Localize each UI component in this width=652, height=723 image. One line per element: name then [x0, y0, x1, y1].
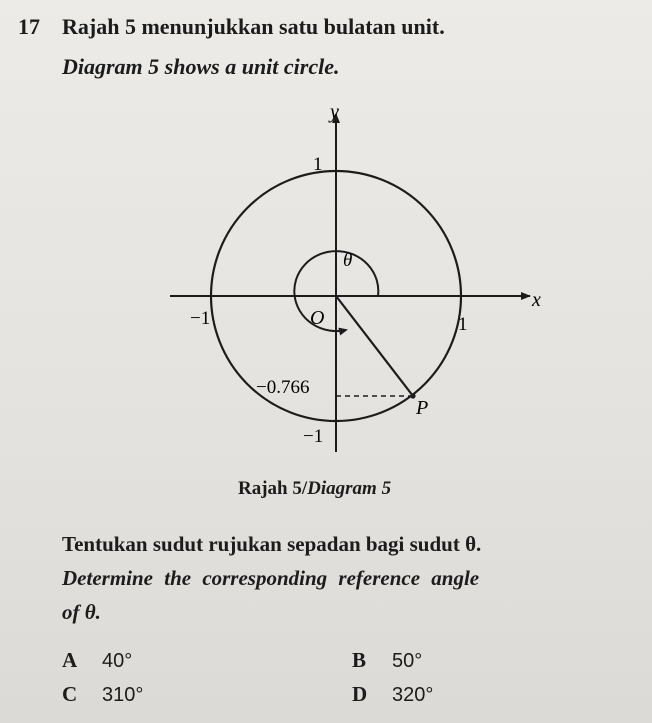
point-p-label: P: [416, 397, 429, 419]
option-a[interactable]: [62, 648, 132, 673]
option-value: 320°: [392, 684, 434, 706]
option-c[interactable]: [62, 682, 143, 707]
option-letter: D: [352, 682, 368, 706]
option-letter: C: [62, 682, 78, 706]
option-value: 50°: [392, 650, 423, 672]
caption-english: Diagram 5: [307, 478, 392, 499]
option-letter: A: [62, 648, 78, 672]
task-english-line-1: Determine the corresponding reference angle: [62, 566, 480, 590]
y-top-tick-label: 1: [313, 154, 323, 175]
origin-label: O: [310, 307, 325, 329]
x-axis-label: x: [532, 289, 541, 311]
option-value: 40°: [102, 650, 133, 672]
question-number: 17: [18, 14, 40, 39]
y-axis-label: y: [330, 101, 339, 123]
question-stem-english: Diagram 5 shows a unit circle.: [62, 54, 340, 79]
point-p-marker: [410, 393, 415, 398]
x-left-tick-label: −1: [190, 308, 211, 329]
option-d[interactable]: [352, 682, 433, 707]
theta-label: θ: [343, 250, 353, 271]
question-stem-malay: Rajah 5 menunjukkan satu bulatan unit.: [62, 14, 445, 39]
x-right-tick-label: 1: [458, 314, 468, 335]
diagram-caption: [238, 478, 391, 500]
radius-op: [336, 296, 413, 396]
option-value: 310°: [102, 684, 144, 706]
caption-malay: Rajah 5/: [238, 478, 308, 499]
option-letter: B: [352, 648, 367, 672]
y-bottom-tick-label: −1: [303, 426, 324, 447]
point-y-value-label: −0.766: [256, 377, 310, 398]
task-english-line-2: of θ.: [62, 600, 101, 624]
task-malay: Tentukan sudut rujukan sepadan bagi sudut θ.: [62, 532, 482, 556]
option-b[interactable]: [352, 648, 422, 673]
unit-circle-diagram: [160, 100, 560, 460]
